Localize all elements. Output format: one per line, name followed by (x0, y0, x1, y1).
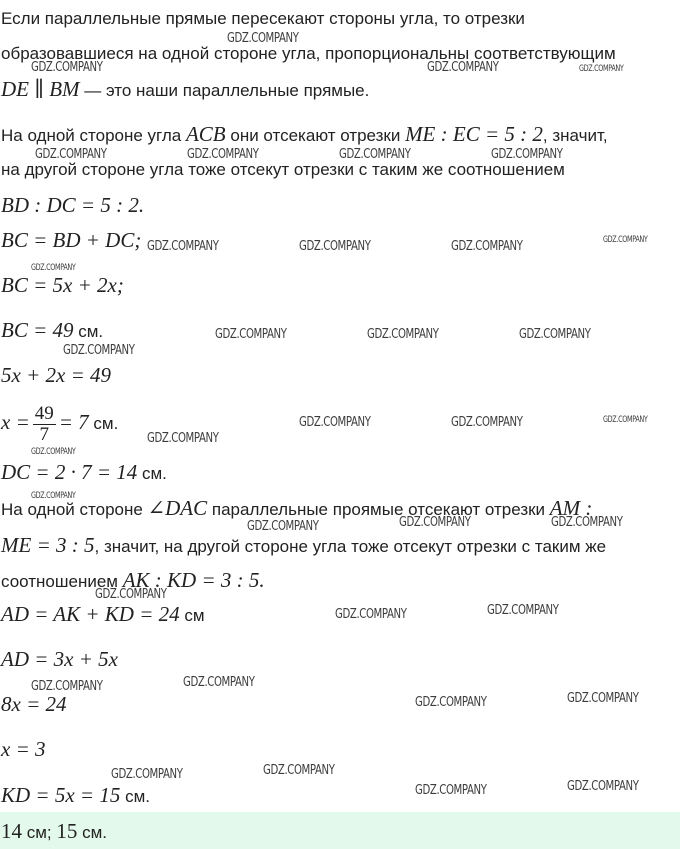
unit-text: см. (137, 464, 167, 483)
watermark: GDZ.COMPANY (31, 679, 103, 694)
watermark: GDZ.COMPANY (215, 327, 287, 342)
watermark: GDZ.COMPANY (247, 519, 319, 534)
math-expression: ∠DAC (147, 496, 208, 520)
watermark: GDZ.COMPANY (487, 603, 559, 618)
watermark: GDZ.COMPANY (95, 587, 167, 602)
unit-text: см. (120, 787, 150, 806)
watermark: GDZ.COMPANY (603, 235, 648, 245)
math-expression: = 7 (58, 410, 89, 434)
watermark: GDZ.COMPANY (227, 31, 299, 46)
text-line (1, 400, 118, 446)
unit-text: см. (77, 823, 107, 842)
text-line: Если параллельные прямые пересекают стороны угла, то отрезки (1, 9, 525, 28)
text-line (1, 461, 167, 485)
math-expression: DE ∥ BM (1, 77, 80, 101)
math-expression: ME : EC = 5 : 2 (405, 122, 543, 146)
watermark: GDZ.COMPANY (427, 60, 499, 75)
watermark: GDZ.COMPANY (399, 515, 471, 530)
watermark: GDZ.COMPANY (147, 431, 219, 446)
math-line: AD = 3x + 5x (1, 647, 118, 671)
watermark: GDZ.COMPANY (31, 491, 76, 501)
text-line (1, 123, 608, 147)
math-expression: DC = 2 · 7 = 14 (1, 460, 138, 484)
watermark: GDZ.COMPANY (299, 415, 371, 430)
watermark: GDZ.COMPANY (579, 64, 624, 74)
math-line: BD : DC = 5 : 2. (1, 193, 145, 217)
text-span: , значит, на другой стороне угла тоже отсекут отрезки с таким же (94, 537, 607, 556)
math-expression: ACB (185, 122, 226, 146)
watermark: GDZ.COMPANY (567, 691, 639, 706)
watermark: GDZ.COMPANY (263, 763, 335, 778)
watermark: GDZ.COMPANY (35, 147, 107, 162)
watermark: GDZ.COMPANY (567, 779, 639, 794)
watermark: GDZ.COMPANY (603, 415, 648, 425)
text-line (1, 534, 606, 558)
math-line: 5x + 2x = 49 (1, 363, 111, 387)
watermark: GDZ.COMPANY (187, 147, 259, 162)
unit-text: см; (22, 823, 57, 842)
fraction-numerator: 49 (34, 403, 54, 425)
math-line: 8x = 24 (1, 692, 67, 716)
text-line (1, 497, 592, 521)
watermark: GDZ.COMPANY (31, 263, 76, 273)
fraction (33, 404, 56, 445)
unit-text: см. (88, 414, 119, 433)
text-span: соотношением (1, 572, 123, 591)
watermark: GDZ.COMPANY (147, 239, 219, 254)
text-line: на другой стороне угла тоже отсекут отрезки с таким же соотношением (1, 160, 565, 179)
math-expression: BC = 49 (1, 318, 74, 342)
text-line: образовавшиеся на одной стороне угла, пропорциональны соответствующим (1, 44, 616, 63)
watermark: GDZ.COMPANY (551, 515, 623, 530)
watermark: GDZ.COMPANY (31, 447, 76, 457)
math-expression: x = (1, 410, 30, 434)
watermark: GDZ.COMPANY (63, 343, 135, 358)
watermark: GDZ.COMPANY (111, 767, 183, 782)
math-expression: KD = 5x = 15 (1, 783, 121, 807)
text-span: , значит, (542, 126, 608, 145)
watermark: GDZ.COMPANY (519, 327, 591, 342)
text-line (1, 319, 103, 343)
text-span: они отсекают отрезки (225, 126, 406, 145)
text-span: На одной стороне угла (1, 126, 186, 145)
watermark: GDZ.COMPANY (335, 607, 407, 622)
unit-text: см (179, 606, 205, 625)
fraction-denominator: 7 (39, 424, 49, 446)
text-line (1, 78, 369, 102)
answer-value: 15 (56, 819, 78, 843)
watermark: GDZ.COMPANY (415, 783, 487, 798)
watermark: GDZ.COMPANY (339, 147, 411, 162)
watermark: GDZ.COMPANY (183, 675, 255, 690)
text-line (1, 603, 205, 627)
watermark: GDZ.COMPANY (367, 327, 439, 342)
math-line: x = 3 (1, 737, 46, 761)
math-line: BC = 5x + 2x; (1, 273, 124, 297)
math-expression: AD = AK + KD = 24 (1, 602, 180, 626)
text-span: — это наши параллельные прямые. (79, 81, 370, 100)
math-expression: AK : KD = 3 : 5. (122, 568, 265, 592)
math-expression: AM : (549, 496, 593, 520)
answer-value: 14 (1, 819, 22, 843)
answer-line (1, 820, 107, 844)
watermark: GDZ.COMPANY (451, 239, 523, 254)
watermark: GDZ.COMPANY (31, 60, 103, 75)
watermark: GDZ.COMPANY (415, 695, 487, 710)
math-line: BC = BD + DC; (1, 228, 142, 252)
text-line (1, 784, 150, 808)
text-span: параллельные проямые отсекают отрезки (207, 500, 550, 519)
math-expression: ME = 3 : 5 (1, 533, 95, 557)
watermark: GDZ.COMPANY (491, 147, 563, 162)
text-span: На одной стороне (1, 500, 148, 519)
watermark: GDZ.COMPANY (299, 239, 371, 254)
answer-box (0, 812, 680, 849)
watermark: GDZ.COMPANY (451, 415, 523, 430)
unit-text: см. (73, 322, 104, 341)
